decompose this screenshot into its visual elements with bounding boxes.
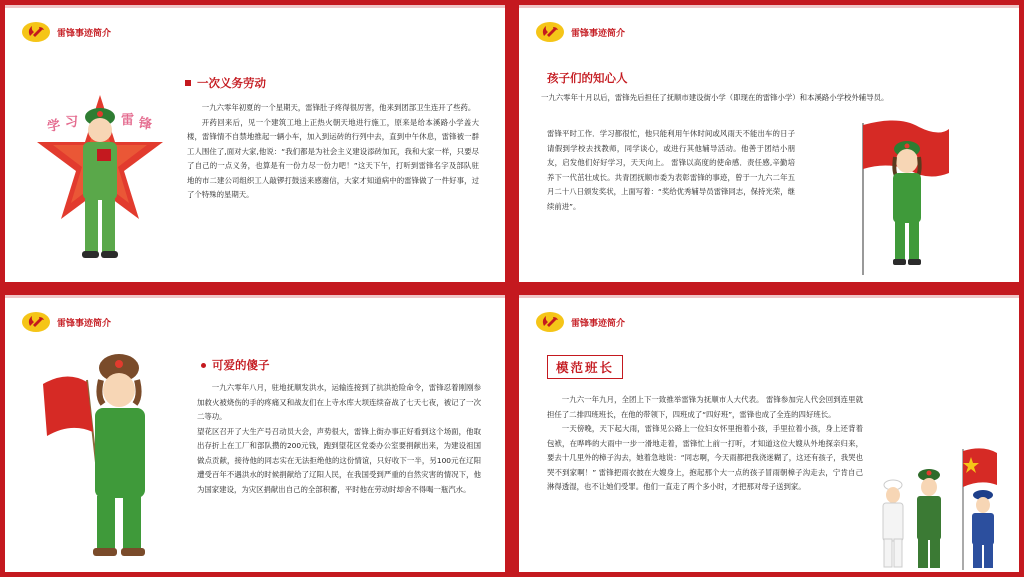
section-title [547, 355, 623, 379]
header-title: 雷锋事迹简介 [57, 28, 112, 39]
party-emblem-icon [21, 311, 51, 333]
slide-2[interactable] [519, 5, 1019, 282]
paragraph: 一九六零年八月，驻地抚顺发洪水，运输连接到了抗洪抢险命令，雷锋忍着刚刚参加救火被烧伤的手的疼痛又和战友们在上寺水库大坝连续奋战了七天七夜，被记了一次二等功。 [197, 383, 481, 421]
illustration-char: 习 [65, 115, 79, 130]
illustration-char: 锋 [137, 115, 154, 134]
header-title: 雷锋事迹简介 [571, 28, 626, 39]
dot-bullet-icon [201, 363, 206, 368]
paragraph: 一九六一年九月，全团上下一致推举雷锋为抚顺市人大代表。 雷锋参加完人代会回到连里就担任了二排四班班长，在他的带领下，四班成了“四好班”，雷锋也成了全连的四好班长。 [547, 395, 863, 419]
section-title-text: 孩子们的知心人 [547, 71, 628, 85]
soldier-illustration [35, 87, 165, 277]
illustration-char: 学 [45, 117, 62, 136]
paragraph: 一九六零年初夏的一个星期天，雷锋肚子疼得很厉害，他来到团部卫生连开了些药。 [201, 103, 476, 112]
section-title-text: 可爱的傻子 [212, 358, 270, 372]
paragraph: 望花区召开了大生产号召动员大会，声势很大，雷锋上街办事正好看到这个场面，他取出存折上在工厂和部队攒的200元钱，跑到望花区党委办公室要捐献出来，为建设祖国做点贡献，接待他的同志实在无法拒绝他的这份情谊，只好收下一半，另100元在辽阳遭受百年不遇洪水的时候捐献给了辽阳人民，在我国受到严重的自然灾害的情况下，他为国家建设，为灾区捐献出自己的全部积蓄，平时他在劳动时却舍不得喝一瓶汽水。 [197, 426, 481, 494]
slide-3[interactable] [5, 295, 505, 572]
header-title: 雷锋事迹简介 [57, 318, 112, 329]
slide-body [547, 127, 795, 214]
illustration-char: 雷 [121, 113, 135, 128]
paragraph: 开药回来后，见一个建筑工地上正热火朝天地进行施工，原来是给本溪路小学盖大楼，雷锋情不自禁地推起一辆小车，加入到运砖的行列中去，直到中午休息，雷锋被一群工人围住了,面对大家,他说：“我们都是为社会主义建设添砖加瓦，我和大家一样，只要尽了自己的一点义务，也算是有一份力尽一份力吧！”这天下午，打听到雷锋名字及部队驻地的市二建公司组织工人敲锣打鼓送来感谢信，大家才知道病中的雷锋做了一件好事，过了个特殊的星期天。 [187, 117, 479, 199]
soldier-flag-illustration [37, 340, 172, 565]
child-flag-illustration [849, 115, 959, 275]
slide-body [547, 393, 863, 495]
slide-header [535, 309, 625, 335]
party-emblem-icon [535, 311, 565, 333]
section-title [201, 357, 270, 373]
slide-header [535, 19, 625, 45]
header-title: 雷锋事迹简介 [571, 318, 626, 329]
slide-1[interactable] [5, 5, 505, 282]
section-title [547, 70, 628, 86]
intro-text [541, 91, 1001, 106]
section-title-text: 一次义务劳动 [197, 76, 266, 90]
intro-paragraph: 一九六零年十月以后，雷锋先后担任了抚顺市建设街小学（即现在的雷锋小学）和本溪路小学校外辅导员。 [541, 93, 889, 102]
slide-body [197, 381, 481, 497]
slide-header [21, 309, 111, 335]
slide-body [187, 101, 479, 203]
paragraph: 一天傍晚，天下起大雨，雷锋见公路上一位妇女怀里抱着小孩，手里拉着小孩，身上还背着包袱，在哗哗的大雨中一步一滑地走着，雷锋忙上前一打听，才知道这位大嫂从外地探亲归来，要去十几里外的樟子沟去，她着急地说：“同志啊，今天雨都把我浇迷糊了，这还有孩子，我哭也哭不到家啊！” 雷锋把雨衣披在大嫂身上，抱起那个大一点的孩子冒雨朝樟子沟走去，宁肯自己淋得透湿，也不让她们受罪。他们一直走了两个多小时，才把那对母子送到家。 [547, 424, 863, 491]
party-emblem-icon [535, 21, 565, 43]
slide-header [21, 19, 111, 45]
slide-4[interactable] [519, 295, 1019, 572]
section-title [185, 75, 266, 91]
square-bullet-icon [185, 80, 191, 86]
paragraph: 雷锋平时工作．学习都很忙，他只能利用午休时间或风雨天不能出车的日子请假到学校去找教师，同学谈心，或进行其他辅导活动。他善于团结小朋友，启发他们好好学习，天天向上。 雷锋以高度的使命感．责任感,辛勤培养下一代茁壮成长。共青团抚顺市委为表彰雷锋的事迹，曾于一九六二年五月二十八日颁发奖状，上面写着：“奖给优秀辅导员雷锋同志，保持光荣，继续前进”。 [547, 129, 795, 211]
soldiers-group-illustration [871, 445, 1011, 570]
party-emblem-icon [21, 21, 51, 43]
section-title-text: 模范班长 [556, 360, 615, 375]
